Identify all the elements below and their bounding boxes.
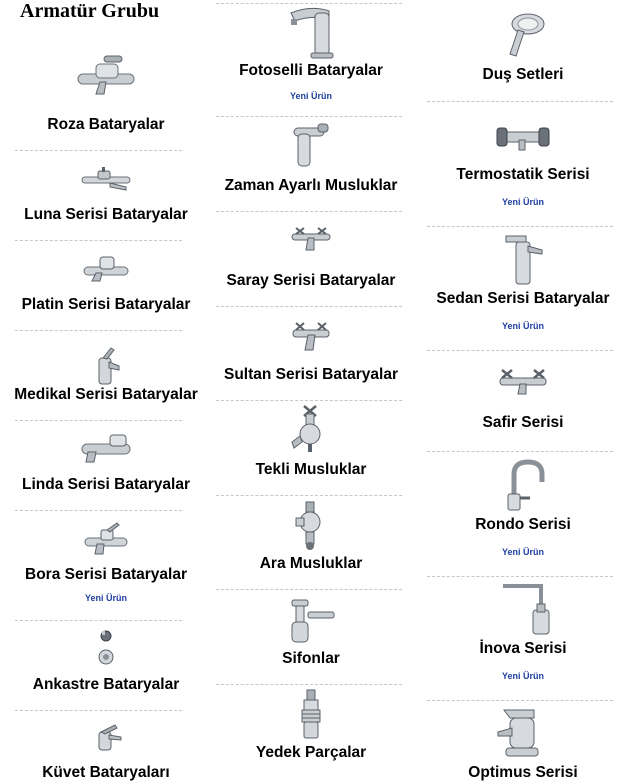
column-2 bbox=[206, 0, 416, 784]
product-label[interactable]: Sedan Serisi Bataryalar bbox=[436, 290, 610, 307]
new-product-badge[interactable]: Yeni Ürün bbox=[501, 197, 544, 207]
product-label[interactable]: Ara Musluklar bbox=[259, 555, 363, 572]
separator bbox=[15, 620, 182, 621]
cross-handle-mixer-icon[interactable] bbox=[291, 318, 331, 352]
new-product-badge[interactable]: Yeni Ürün bbox=[501, 547, 544, 557]
separator bbox=[15, 420, 182, 421]
product-label[interactable]: Zaman Ayarlı Musluklar bbox=[224, 177, 398, 194]
product-label[interactable]: Luna Serisi Bataryalar bbox=[24, 206, 188, 223]
timed-tap-icon[interactable] bbox=[292, 122, 330, 168]
product-label[interactable]: Yedek Parçalar bbox=[255, 744, 367, 761]
product-label[interactable]: Rondo Serisi bbox=[475, 516, 571, 533]
page-title: Armatür Grubu bbox=[20, 0, 160, 22]
separator bbox=[216, 306, 402, 307]
separator bbox=[216, 589, 402, 590]
separator bbox=[15, 330, 182, 331]
thermostatic-mixer-icon[interactable] bbox=[495, 122, 551, 152]
product-label[interactable]: Sultan Serisi Bataryalar bbox=[223, 366, 399, 383]
angle-valve-icon[interactable] bbox=[292, 500, 330, 550]
cross-handle-mixer-icon[interactable] bbox=[498, 366, 548, 396]
product-label[interactable]: Termostatik Serisi bbox=[456, 166, 590, 183]
product-label[interactable]: Linda Serisi Bataryalar bbox=[22, 476, 190, 493]
shower-head-icon[interactable] bbox=[498, 10, 548, 58]
separator bbox=[15, 710, 182, 711]
basin-mixer-icon[interactable] bbox=[89, 722, 123, 752]
cross-handle-mixer-icon[interactable] bbox=[290, 222, 332, 252]
siphon-icon[interactable] bbox=[286, 598, 336, 644]
new-product-badge[interactable]: Yeni Ürün bbox=[289, 91, 332, 101]
single-tap-icon[interactable] bbox=[290, 404, 332, 454]
product-label[interactable]: Optimus Serisi bbox=[468, 764, 578, 781]
separator bbox=[216, 211, 402, 212]
cartridge-icon[interactable] bbox=[296, 688, 326, 740]
wall-mixer-icon[interactable] bbox=[74, 52, 138, 98]
basin-mixer-icon[interactable] bbox=[490, 706, 556, 758]
separator bbox=[216, 116, 402, 117]
new-product-badge[interactable]: Yeni Ürün bbox=[501, 321, 544, 331]
wall-mixer-spout-icon[interactable] bbox=[80, 165, 132, 193]
basin-mixer-icon[interactable] bbox=[502, 232, 544, 286]
separator bbox=[216, 684, 402, 685]
product-label[interactable]: Medikal Serisi Bataryalar bbox=[14, 386, 198, 403]
separator bbox=[216, 3, 402, 4]
wall-mixer-icon[interactable] bbox=[80, 432, 132, 464]
product-label[interactable]: Sifonlar bbox=[282, 650, 340, 667]
product-label[interactable]: Saray Serisi Bataryalar bbox=[226, 272, 396, 289]
separator bbox=[15, 240, 182, 241]
separator bbox=[427, 576, 613, 577]
wall-mixer-icon[interactable] bbox=[83, 522, 129, 556]
new-product-badge[interactable]: Yeni Ürün bbox=[501, 671, 544, 681]
product-label[interactable]: Fotoselli Bataryalar bbox=[239, 62, 383, 79]
separator bbox=[427, 101, 613, 102]
product-label[interactable]: Küvet Bataryaları bbox=[42, 764, 170, 781]
separator bbox=[216, 400, 402, 401]
separator bbox=[427, 226, 613, 227]
product-label[interactable]: Roza Bataryalar bbox=[47, 116, 165, 133]
separator bbox=[15, 150, 182, 151]
sensor-tap-icon[interactable] bbox=[281, 5, 341, 59]
gooseneck-mixer-icon[interactable] bbox=[500, 458, 546, 512]
wall-mixer-icon[interactable] bbox=[82, 253, 130, 283]
product-label[interactable]: İnova Serisi bbox=[479, 640, 567, 657]
kitchen-mixer-icon[interactable] bbox=[495, 580, 551, 636]
separator bbox=[427, 350, 613, 351]
product-label[interactable]: Ankastre Bataryalar bbox=[32, 676, 180, 693]
new-product-badge[interactable]: Yeni Ürün bbox=[84, 593, 127, 603]
product-label[interactable]: Bora Serisi Bataryalar bbox=[25, 566, 187, 583]
concealed-mixer-icon[interactable] bbox=[96, 630, 116, 666]
separator bbox=[15, 510, 182, 511]
product-label[interactable]: Tekli Musluklar bbox=[255, 461, 367, 478]
product-label[interactable]: Platin Serisi Bataryalar bbox=[21, 296, 191, 313]
product-label[interactable]: Duş Setleri bbox=[482, 66, 564, 83]
product-label[interactable]: Safir Serisi bbox=[482, 414, 564, 431]
lever-basin-tap-icon[interactable] bbox=[89, 346, 123, 386]
column-3 bbox=[417, 0, 629, 784]
separator bbox=[427, 700, 613, 701]
separator bbox=[427, 451, 613, 452]
column-1 bbox=[0, 0, 212, 784]
separator bbox=[216, 495, 402, 496]
